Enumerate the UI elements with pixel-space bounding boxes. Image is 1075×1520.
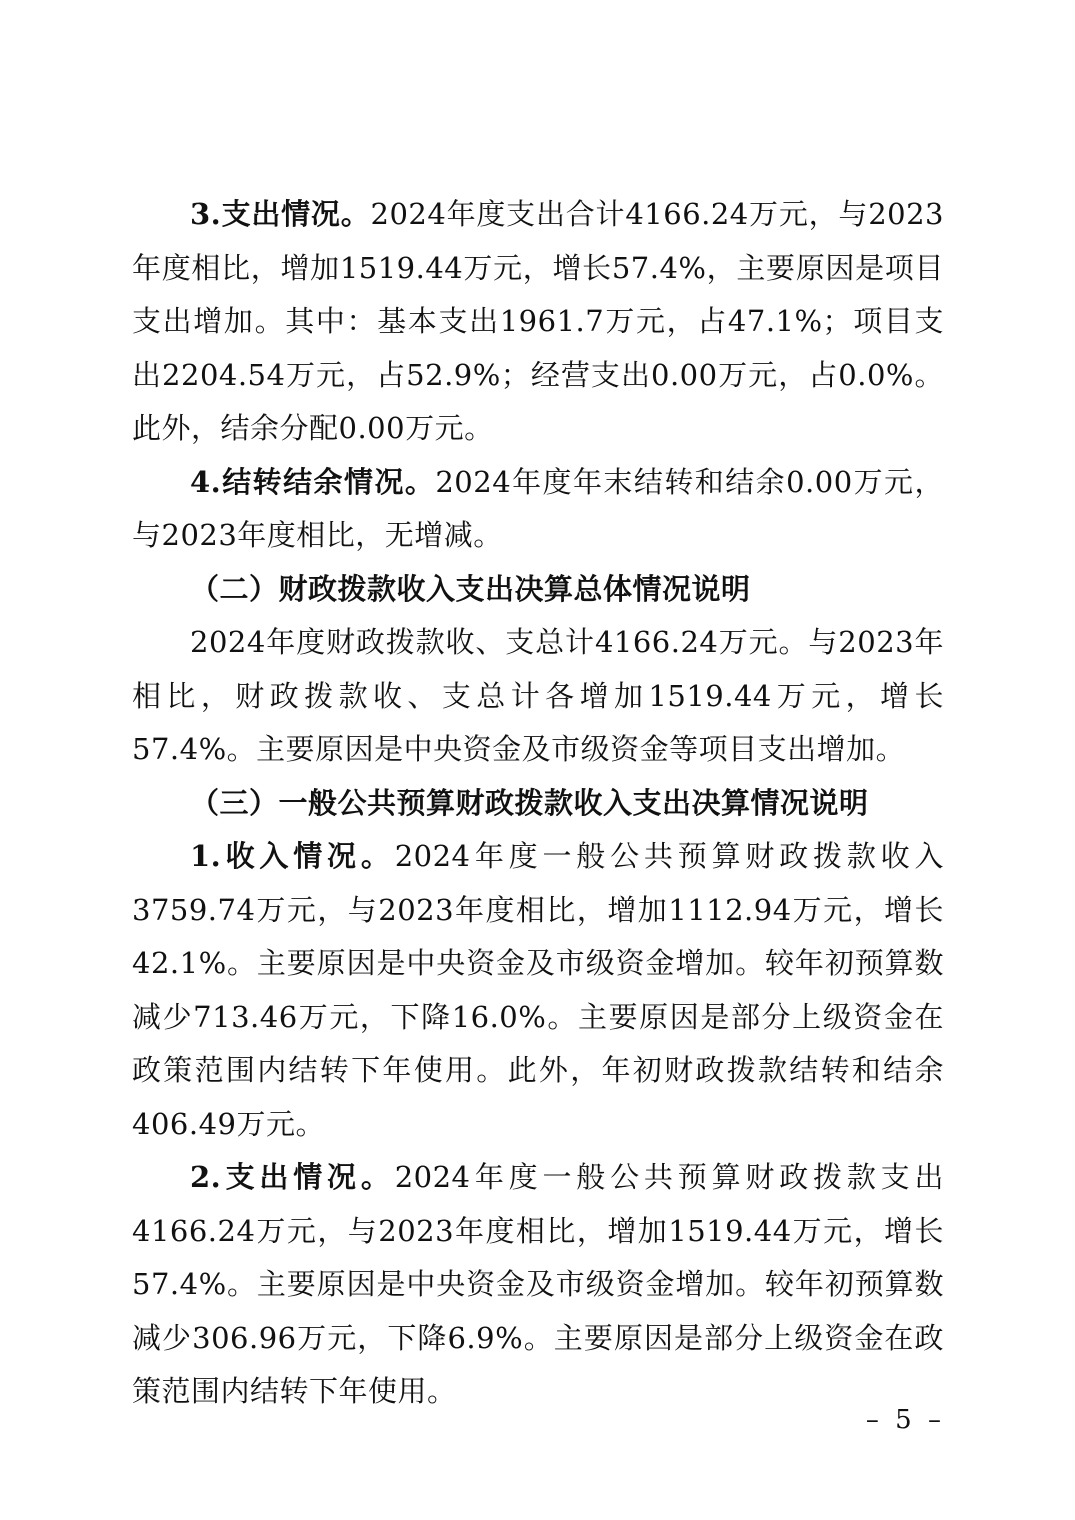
paragraph-lead: 3.支出情况。 xyxy=(190,197,371,231)
paragraph-text: 2024年度一般公共预算财政拨款支出4166.24万元，与2023年度相比，增加1519.44万元，增长57.4%。主要原因是中央资金及市级资金增加。较年初预算数减少306.96万元，下降6.9%。主要原因是部分上级资金在政策范围内结转下年使用。 xyxy=(132,1160,944,1408)
section-heading-general-budget: （三）一般公共预算财政拨款收入支出决算情况说明 xyxy=(190,785,869,820)
paragraph-text: 2024年度一般公共预算财政拨款收入3759.74万元，与2023年度相比，增加1112.94万元，增长42.1%。主要原因是中央资金及市级资金增加。较年初预算数减少713.46万元，下降16.0%。主要原因是部分上级资金在政策范围内结转下年使用。此外，年初财政拨款结转和结余406.49万元。 xyxy=(132,839,944,1141)
paragraph-text: 2024年度年末结转和结余0.00万元，与2023年度相比，无增减。 xyxy=(132,464,945,552)
paragraph-lead: 4.结转结余情况。 xyxy=(190,464,436,499)
paragraph-lead: 2.支出情况。 xyxy=(190,1160,395,1194)
paragraph-text: 2024年度支出合计4166.24万元，与2023年度相比，增加1519.44万元，增长57.4%，主要原因是项目支出增加。其中：基本支出1961.7万元，占47.1%；项目支出2204.54万元，占52.9%；经营支出0.00万元，占0.0%。此外，结余分配0.00万元。 xyxy=(132,197,945,445)
paragraph-text: 2024年度财政拨款收、支总计4166.24万元。与2023年相比，财政拨款收、支总计各增加1519.44万元，增长57.4%。主要原因是中央资金及市级资金等项目支出增加。 xyxy=(132,625,944,766)
page-number: – 5 – xyxy=(865,1405,945,1435)
paragraph-expenditure xyxy=(132,188,944,456)
document-body xyxy=(132,188,944,1419)
paragraph-fiscal-overall xyxy=(132,616,944,777)
paragraph-lead: 1.收入情况。 xyxy=(190,839,395,873)
section-heading-fiscal-overall: （二）财政拨款收入支出决算总体情况说明 xyxy=(190,571,751,606)
paragraph-general-expenditure xyxy=(132,1151,944,1419)
paragraph-carryover xyxy=(132,456,944,563)
paragraph-income xyxy=(132,830,944,1151)
